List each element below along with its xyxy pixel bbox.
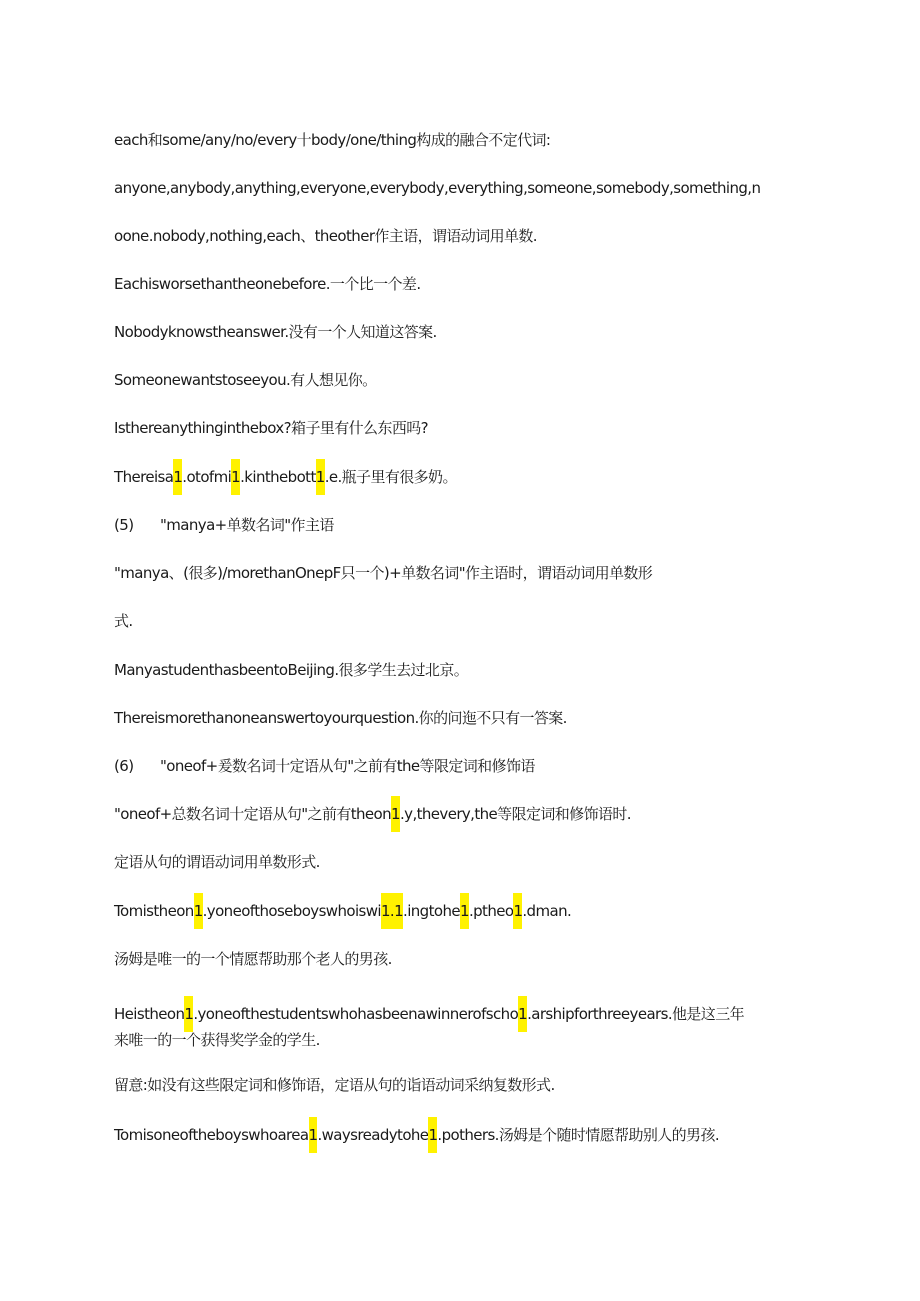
text-line bbox=[114, 1125, 719, 1145]
text-segment: .yoneofthoseboyswhoiswi bbox=[202, 902, 381, 920]
highlighted-char: 1 bbox=[391, 796, 400, 832]
highlighted-char: 1 bbox=[428, 1117, 437, 1153]
text-segment: .kinthebott bbox=[240, 468, 316, 486]
text-line bbox=[114, 708, 567, 728]
text-segment: .ingtohe bbox=[403, 902, 460, 920]
highlighted-char: 1 bbox=[316, 459, 325, 495]
text-segment: 留意:如没有这些限定词和修饰语，定语从句的诣语动词采纳复数形式. bbox=[114, 1076, 555, 1094]
text-segment: "manya+单数名词"作主语 bbox=[160, 516, 334, 534]
text-line bbox=[114, 418, 428, 438]
text-segment: Heistheon bbox=[114, 1005, 185, 1023]
text-segment: 定语从句的谓语动词用单数形式. bbox=[114, 853, 320, 871]
text-segment: 式. bbox=[114, 612, 133, 630]
highlighted-char: 1.1 bbox=[381, 893, 403, 929]
highlighted-char: 1 bbox=[184, 996, 193, 1032]
text-line bbox=[114, 901, 571, 921]
highlighted-char: 1 bbox=[460, 893, 469, 929]
text-segment: .y,thevery,the等限定词和修饰语时. bbox=[400, 805, 631, 823]
text-line bbox=[114, 1004, 744, 1024]
numbered-heading bbox=[114, 515, 334, 535]
text-segment: "oneof+总数名词十定语从句"之前有theon bbox=[114, 805, 392, 823]
text-segment: Eachisworsethantheonebefore.一个比一个差. bbox=[114, 275, 421, 293]
text-segment: each和some/any/no/every十body/one/thing构成的融合不定代词: bbox=[114, 131, 551, 149]
text-segment: Someonewantstoseeyou.有人想见你。 bbox=[114, 371, 377, 389]
text-line bbox=[114, 226, 537, 246]
text-segment: .dman. bbox=[522, 902, 572, 920]
text-segment: .waysreadytohe bbox=[317, 1126, 429, 1144]
highlighted-char: 1 bbox=[518, 996, 527, 1032]
text-line bbox=[114, 852, 320, 872]
text-segment: .e.瓶子里有很多奶。 bbox=[324, 468, 457, 486]
section-number: (6) bbox=[114, 757, 134, 775]
text-line bbox=[114, 804, 631, 824]
text-segment: .otofmi bbox=[182, 468, 232, 486]
highlighted-char: 1 bbox=[513, 893, 522, 929]
text-segment: .ptheo bbox=[468, 902, 514, 920]
text-line bbox=[114, 467, 457, 487]
text-line bbox=[114, 1075, 555, 1095]
text-line bbox=[114, 1030, 320, 1050]
text-segment: anyone,anybody,anything,everyone,everybody,everything,someone,somebody,something,n bbox=[114, 179, 761, 197]
highlighted-char: 1 bbox=[194, 893, 203, 929]
text-segment: .yoneofthestudentswhohasbeenawinnerofscho bbox=[193, 1005, 519, 1023]
text-line bbox=[114, 322, 437, 342]
highlighted-char: 1 bbox=[173, 459, 182, 495]
text-line bbox=[114, 130, 550, 150]
highlighted-char: 1 bbox=[231, 459, 240, 495]
text-line bbox=[114, 949, 392, 969]
text-segment: .pothers.汤姆是个随时情愿帮助别人的男孩. bbox=[437, 1126, 720, 1144]
text-segment: Tomisoneoftheboyswhoarea bbox=[114, 1126, 309, 1144]
text-line bbox=[114, 370, 377, 390]
text-line bbox=[114, 563, 652, 583]
text-line bbox=[114, 660, 468, 680]
text-segment: Thereisa bbox=[114, 468, 174, 486]
text-segment: 来唯一的一个获得奖学金的学生. bbox=[114, 1031, 320, 1049]
text-segment: "oneof+爰数名词十定语从句"之前有the等限定词和修饰语 bbox=[160, 757, 535, 775]
text-segment: ManyastudenthasbeentoBeijing.很多学生去过北京。 bbox=[114, 661, 469, 679]
numbered-heading bbox=[114, 756, 535, 776]
text-segment: Isthereanythinginthebox?箱子里有什么东西吗? bbox=[114, 419, 429, 437]
text-line bbox=[114, 274, 421, 294]
text-segment: 汤姆是唯一的一个情愿帮助那个老人的男孩. bbox=[114, 950, 392, 968]
section-number: (5) bbox=[114, 516, 134, 534]
highlighted-char: 1 bbox=[309, 1117, 318, 1153]
text-segment: Tomistheon bbox=[114, 902, 194, 920]
text-segment: "manya、(很多)/morethanOnepF只一个)+单数名词"作主语时，谓语动词用单数形 bbox=[114, 564, 653, 582]
text-segment: Thereismorethanoneanswertoyourquestion.你的问迤不只有一答案. bbox=[114, 709, 567, 727]
text-segment: Nobodyknowstheanswer.没有一个人知道这答案. bbox=[114, 323, 437, 341]
text-line bbox=[114, 178, 760, 198]
text-segment: .arshipforthreeyears.他是这三年 bbox=[527, 1005, 745, 1023]
text-line bbox=[114, 611, 133, 631]
text-segment: oone.nobody,nothing,each、theother作主语，谓语动词用单数. bbox=[114, 227, 537, 245]
